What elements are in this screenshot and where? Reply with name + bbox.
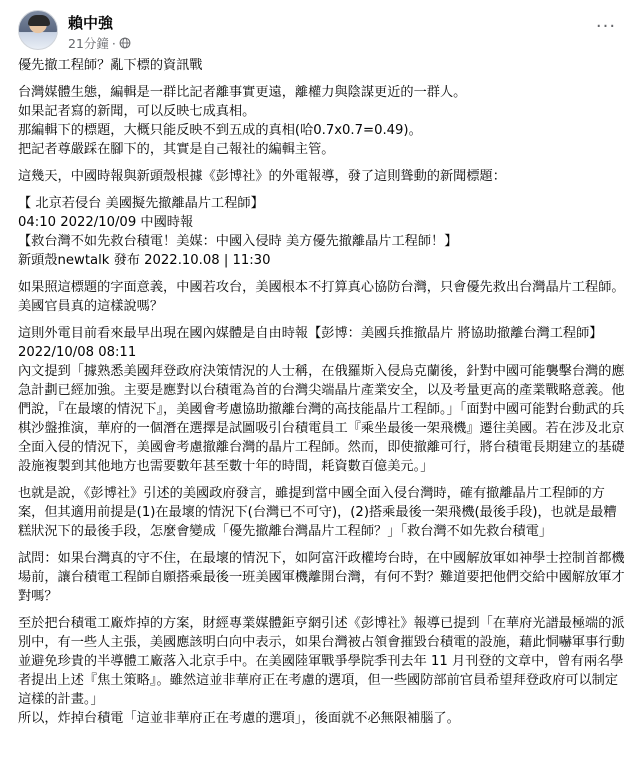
- post-paragraph: 這幾天，中國時報與新頭殼根據《彭博社》的外電報導，發了這則聳動的新聞標題：: [18, 169, 506, 184]
- post-body: [18, 56, 626, 728]
- post-time[interactable]: 21分鐘: [68, 36, 109, 51]
- more-options-icon[interactable]: ···: [595, 15, 617, 37]
- author-name[interactable]: 賴中強: [68, 14, 114, 32]
- post-paragraph: 【 北京若侵台 美國擬先撤離晶片工程師】 04:10 2022/10/09 中國時報 【救台灣不如先救台積電！美媒：中國入侵時 美方優先撤離晶片工程師！】 新頭殼newtalk 發布 2022.10.08 | 11:30: [18, 196, 458, 268]
- meta-separator: ·: [111, 35, 116, 51]
- post-header: [18, 0, 626, 56]
- post-paragraph: 也就是說，《彭博社》引述的美國政府發言，雖提到當中國全面入侵台灣時，確有撤離晶片工程師的方案，但其適用前提是(1)在最壞的情況下(台灣已不可守)，(2)搭乘最後一架飛機(最後手段)，也就是最糟糕狀況下的最後手段，怎麼會變成「優先撤離台灣晶片工程師？」「救台灣不如先救台積電」: [18, 486, 617, 539]
- post-paragraph: 這則外電目前看來最早出現在國內媒體是自由時報【彭博：美國兵推撤晶片 將協助撤離台灣工程師】2022/10/08 08:11 內文提到「據熟悉美國拜登政府決策情況的人士稱，在俄羅斯入侵烏克蘭後，針對中國可能襲擊台灣的應急計劃已經加強。主要是應對以台積電為首的台灣尖端晶片產業安全，以及考量更高的產業戰略意義。他們說，『在最壞的情況下』，美國會考慮協助撤離台灣的高技能晶片工程師。」「面對中國可能對台動武的兵棋沙盤推演，華府的一個潛在選擇是試圖吸引台積電員工『乘坐最後一架飛機』遷往美國。若在涉及北京全面入侵的情況下，美國會考慮撤離台灣的晶片工程師。然而，即使撤離可行，將台積電長期建立的基礎設施複製到其他地方也需要數年甚至數十年的時間，耗資數百億美元。」: [18, 326, 625, 474]
- post-paragraph: 至於把台積電工廠炸掉的方案，財經專業媒體鉅亨網引述《彭博社》報導已提到「在華府光譜最極端的派別中，有一些人主張，美國應該明白向中表示，如果台灣被占領會摧毀台積電的設施，藉此恫嚇軍事行動並避免珍貴的半導體工廠落入北京手中。在美國陸軍戰爭學院季刊去年 11 月刊登的文章中，曾有兩名學者提出上述『焦土策略』。雖然這並非華府正在考慮的選項，但一些國防部前官員希望拜登政府可以制定這樣的計畫。」 所以，炸掉台積電「這並非華府正在考慮的選項」，後面就不必無限補腦了。: [18, 616, 625, 726]
- post-paragraph: 優先撤工程師？亂下標的資訊戰: [18, 58, 203, 73]
- post-paragraph: 試問：如果台灣真的守不住，在最壞的情況下，如阿富汗政權垮台時，在中國解放軍如神學士控制首都機場前，讓台積電工程師自願搭乘最後一班美國軍機離開台灣，有何不對？難道要把他們交給中國解放軍才對嗎？: [18, 551, 625, 604]
- post-meta: [68, 34, 131, 52]
- avatar[interactable]: [18, 10, 58, 50]
- globe-icon[interactable]: [119, 37, 131, 49]
- post-paragraph: 如果照這標題的字面意義，中國若攻台，美國根本不打算真心協防台灣，只會優先救出台灣晶片工程師。美國官員真的這樣說嗎？: [18, 280, 625, 314]
- post-paragraph: 台灣媒體生態，編輯是一群比記者離事實更遠，離權力與陰謀更近的一群人。 如果記者寫的新聞，可以反映七成真相。 那編輯下的標題，大概只能反映不到五成的真相(哈0.7x0.7=0.49)。 把記者尊嚴踩在腳下的，其實是自己報社的編輯主管。: [18, 85, 467, 157]
